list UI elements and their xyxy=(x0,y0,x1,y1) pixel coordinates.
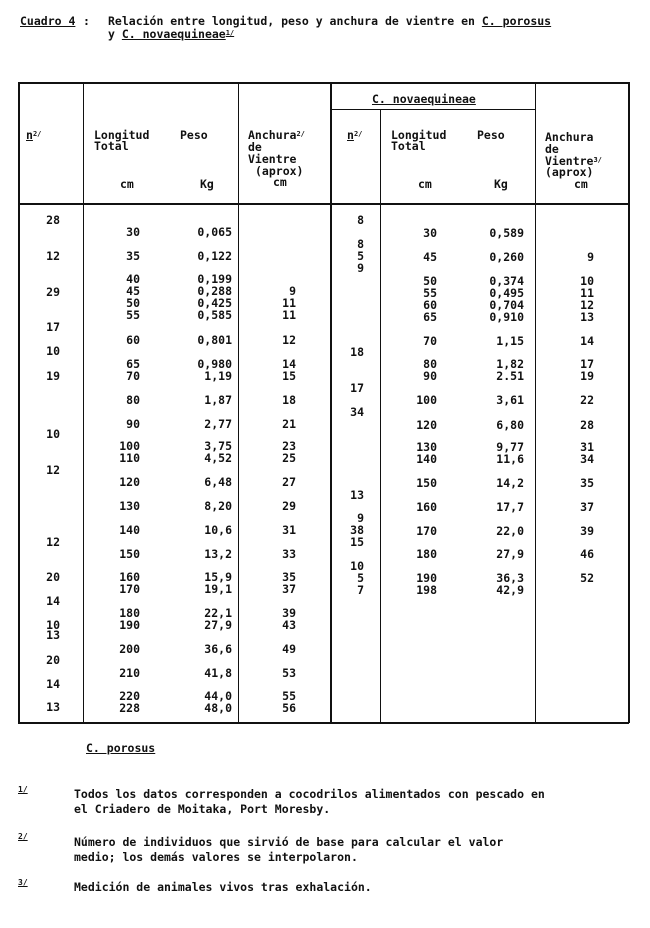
left-longitud-cell: 100 xyxy=(119,439,140,453)
caption-line2 xyxy=(108,28,234,40)
right-anchura-cell: 31 xyxy=(580,440,594,454)
right-n-cell: 9 xyxy=(357,261,364,275)
header-total-left: Total xyxy=(94,139,129,153)
left-longitud-cell: 120 xyxy=(119,475,140,489)
right-anchura-cell: 37 xyxy=(580,500,594,514)
left-anchura-cell: 11 xyxy=(282,308,296,322)
left-anchura-cell: 25 xyxy=(282,451,296,465)
left-peso-cell: 6,48 xyxy=(204,475,232,489)
left-peso-cell: 0,980 xyxy=(197,357,232,371)
right-longitud-cell: 150 xyxy=(416,476,437,490)
right-n-cell: 38 xyxy=(350,523,364,537)
right-peso-cell: 0,704 xyxy=(489,298,524,312)
left-anchura-cell: 56 xyxy=(282,701,296,715)
left-peso-cell: 27,9 xyxy=(204,618,232,632)
right-n-cell: 9 xyxy=(357,511,364,525)
left-n-cell: 12 xyxy=(46,463,60,477)
right-peso-cell: 3,61 xyxy=(496,393,524,407)
header-cm-anchura-left: cm xyxy=(273,175,287,189)
left-n-cell: 13 xyxy=(46,700,60,714)
left-longitud-cell: 70 xyxy=(126,369,140,383)
left-n-cell: 14 xyxy=(46,677,60,691)
footnote-1-line2: el Criadero de Moitaka, Port Moresby. xyxy=(74,802,331,816)
left-peso-cell: 0,585 xyxy=(197,308,232,322)
right-anchura-cell: 9 xyxy=(587,250,594,264)
left-anchura-cell: 9 xyxy=(289,284,296,298)
left-anchura-cell: 39 xyxy=(282,606,296,620)
left-longitud-cell: 55 xyxy=(126,308,140,322)
left-longitud-cell: 50 xyxy=(126,296,140,310)
left-longitud-cell: 80 xyxy=(126,393,140,407)
left-anchura-cell: 33 xyxy=(282,547,296,561)
caption-species-novaequineae: C. novaequineae xyxy=(121,27,226,41)
caption-note: 1/ xyxy=(225,29,235,37)
left-peso-cell: 44,0 xyxy=(204,689,232,703)
right-n-cell: 17 xyxy=(350,381,364,395)
right-longitud-cell: 120 xyxy=(416,418,437,432)
header-kg-right: Kg xyxy=(494,177,508,191)
right-n-cell: 18 xyxy=(350,345,364,359)
group-header-porosus: C. porosus xyxy=(86,741,156,755)
left-peso-cell: 3,75 xyxy=(204,439,232,453)
header-anchura-left: Anchura$^{2/}$ xyxy=(248,128,305,142)
footnote-2-line2: medio; los demás valores se interpolaron. xyxy=(74,850,358,864)
right-longitud-cell: 160 xyxy=(416,500,437,514)
left-peso-cell: 36,6 xyxy=(204,642,232,656)
header-peso-right: Peso xyxy=(477,128,505,142)
header-cm-anchura-right: cm xyxy=(574,177,588,191)
header-kg-left: Kg xyxy=(200,177,214,191)
left-peso-cell: 13,2 xyxy=(204,547,232,561)
right-longitud-cell: 80 xyxy=(423,357,437,371)
left-longitud-cell: 60 xyxy=(126,333,140,347)
left-longitud-cell: 130 xyxy=(119,499,140,513)
group-header-novaequineae: C. novaequineae xyxy=(372,92,476,106)
footnote-mark-2: 2/ xyxy=(18,832,28,841)
right-peso-cell: 6,80 xyxy=(496,418,524,432)
footnote-mark-1: 1/ xyxy=(18,785,28,794)
header-total-right: Total xyxy=(391,139,426,153)
left-peso-cell: 2,77 xyxy=(204,417,232,431)
left-anchura-cell: 18 xyxy=(282,393,296,407)
right-peso-cell: 1,82 xyxy=(496,357,524,371)
right-longitud-cell: 45 xyxy=(423,250,437,264)
footnote-2-line1: Número de individuos que sirvió de base para calcular el valor xyxy=(74,835,504,849)
left-peso-cell: 8,20 xyxy=(204,499,232,513)
caption-species-porosus: C. porosus xyxy=(481,14,552,28)
right-n-cell: 15 xyxy=(350,535,364,549)
footnote-3-line1: Medición de animales vivos tras exhalación. xyxy=(74,880,372,894)
left-longitud-cell: 210 xyxy=(119,666,140,680)
right-peso-cell: 0,495 xyxy=(489,286,524,300)
left-anchura-cell: 27 xyxy=(282,475,296,489)
left-longitud-cell: 45 xyxy=(126,284,140,298)
right-peso-cell: 0,910 xyxy=(489,310,524,324)
right-longitud-cell: 170 xyxy=(416,524,437,538)
right-peso-cell: 2.51 xyxy=(496,369,524,383)
right-anchura-cell: 52 xyxy=(580,571,594,585)
header-aprox-right: (aprox) xyxy=(545,165,594,179)
right-peso-cell: 0,374 xyxy=(489,274,524,288)
right-longitud-cell: 50 xyxy=(423,274,437,288)
left-n-cell: 20 xyxy=(46,653,60,667)
right-longitud-cell: 30 xyxy=(423,226,437,240)
left-n-cell: 20 xyxy=(46,570,60,584)
right-anchura-cell: 13 xyxy=(580,310,594,324)
left-longitud-cell: 228 xyxy=(119,701,140,715)
left-anchura-cell: 29 xyxy=(282,499,296,513)
right-anchura-cell: 14 xyxy=(580,334,594,348)
header-n-right: $n^{2/}$ xyxy=(347,128,363,142)
right-longitud-cell: 180 xyxy=(416,547,437,561)
right-longitud-cell: 130 xyxy=(416,440,437,454)
left-peso-cell: 0,199 xyxy=(197,272,232,286)
left-anchura-cell: 11 xyxy=(282,296,296,310)
footnote-mark-3: 3/ xyxy=(18,878,28,887)
right-longitud-cell: 55 xyxy=(423,286,437,300)
right-peso-cell: 0,260 xyxy=(489,250,524,264)
right-peso-cell: 14,2 xyxy=(496,476,524,490)
right-anchura-cell: 19 xyxy=(580,369,594,383)
right-peso-cell: 42,9 xyxy=(496,583,524,597)
left-longitud-cell: 110 xyxy=(119,451,140,465)
footnote-1-line1: Todos los datos corresponden a cocodrilos alimentados con pescado en xyxy=(74,787,545,801)
right-peso-cell: 36,3 xyxy=(496,571,524,585)
left-longitud-cell: 170 xyxy=(119,582,140,596)
left-longitud-cell: 160 xyxy=(119,570,140,584)
right-n-cell: 5 xyxy=(357,571,364,585)
right-longitud-cell: 65 xyxy=(423,310,437,324)
left-anchura-cell: 12 xyxy=(282,333,296,347)
right-n-cell: 5 xyxy=(357,249,364,263)
left-longitud-cell: 30 xyxy=(126,225,140,239)
left-anchura-cell: 23 xyxy=(282,439,296,453)
left-anchura-cell: 31 xyxy=(282,523,296,537)
header-cm-right: cm xyxy=(418,177,432,191)
left-peso-cell: 1,19 xyxy=(204,369,232,383)
right-n-cell: 10 xyxy=(350,559,364,573)
caption-colon: : xyxy=(83,14,90,28)
right-longitud-cell: 100 xyxy=(416,393,437,407)
right-anchura-cell: 28 xyxy=(580,418,594,432)
header-vientre-right: Vientre$^{3/}$ xyxy=(545,154,602,168)
right-peso-cell: 1,15 xyxy=(496,334,524,348)
left-anchura-cell: 49 xyxy=(282,642,296,656)
right-longitud-cell: 190 xyxy=(416,571,437,585)
right-anchura-cell: 34 xyxy=(580,452,594,466)
left-longitud-cell: 200 xyxy=(119,642,140,656)
header-aprox-left: (aprox) xyxy=(255,164,304,178)
right-anchura-cell: 39 xyxy=(580,524,594,538)
header-longitud-right: Longitud xyxy=(391,128,447,142)
caption-text: Relación entre longitud, peso y anchura de vientre en xyxy=(108,14,482,28)
left-n-cell: 10 xyxy=(46,618,60,632)
left-n-cell: 29 xyxy=(46,285,60,299)
header-de-left: de xyxy=(248,140,262,154)
right-peso-cell: 17,7 xyxy=(496,500,524,514)
right-anchura-cell: 11 xyxy=(580,286,594,300)
right-longitud-cell: 90 xyxy=(423,369,437,383)
left-anchura-cell: 14 xyxy=(282,357,296,371)
right-peso-cell: 9,77 xyxy=(496,440,524,454)
header-peso-left: Peso xyxy=(180,128,208,142)
right-peso-cell: 27,9 xyxy=(496,547,524,561)
left-longitud-cell: 220 xyxy=(119,689,140,703)
left-longitud-cell: 150 xyxy=(119,547,140,561)
left-longitud-cell: 180 xyxy=(119,606,140,620)
header-longitud-left: Longitud xyxy=(94,128,150,142)
left-longitud-cell: 40 xyxy=(126,272,140,286)
left-anchura-cell: 35 xyxy=(282,570,296,584)
left-n-cell: 19 xyxy=(46,369,60,383)
right-n-cell: 13 xyxy=(350,488,364,502)
right-n-cell: 8 xyxy=(357,213,364,227)
left-n-cell: 10 xyxy=(46,344,60,358)
left-n-cell: 12 xyxy=(46,249,60,263)
left-n-cell: 12 xyxy=(46,535,60,549)
right-peso-cell: 11,6 xyxy=(496,452,524,466)
right-n-cell: 8 xyxy=(357,237,364,251)
left-peso-cell: 41,8 xyxy=(204,666,232,680)
left-peso-cell: 0,122 xyxy=(197,249,232,263)
right-longitud-cell: 60 xyxy=(423,298,437,312)
left-anchura-cell: 21 xyxy=(282,417,296,431)
caption-prefix: y xyxy=(108,27,122,41)
left-peso-cell: 0,801 xyxy=(197,333,232,347)
right-anchura-cell: 35 xyxy=(580,476,594,490)
left-longitud-cell: 35 xyxy=(126,249,140,263)
right-n-cell: 34 xyxy=(350,405,364,419)
left-n-cell: 13 xyxy=(46,628,60,642)
right-longitud-cell: 140 xyxy=(416,452,437,466)
header-n-left: $n^{2/}$ xyxy=(26,128,42,142)
right-longitud-cell: 70 xyxy=(423,334,437,348)
right-anchura-cell: 46 xyxy=(580,547,594,561)
header-anchura-right: Anchura xyxy=(545,130,594,144)
right-peso-cell: 0,589 xyxy=(489,226,524,240)
left-peso-cell: 48,0 xyxy=(204,701,232,715)
right-anchura-cell: 12 xyxy=(580,298,594,312)
left-peso-cell: 1,87 xyxy=(204,393,232,407)
left-peso-cell: 0,288 xyxy=(197,284,232,298)
right-n-cell: 7 xyxy=(357,583,364,597)
left-longitud-cell: 90 xyxy=(126,417,140,431)
right-anchura-cell: 22 xyxy=(580,393,594,407)
left-n-cell: 17 xyxy=(46,320,60,334)
left-peso-cell: 15,9 xyxy=(204,570,232,584)
left-n-cell: 28 xyxy=(46,213,60,227)
left-anchura-cell: 55 xyxy=(282,689,296,703)
right-longitud-cell: 198 xyxy=(416,583,437,597)
left-peso-cell: 0,425 xyxy=(197,296,232,310)
right-anchura-cell: 10 xyxy=(580,274,594,288)
right-peso-cell: 22,0 xyxy=(496,524,524,538)
header-vientre-left: Vientre xyxy=(248,152,297,166)
left-longitud-cell: 65 xyxy=(126,357,140,371)
left-peso-cell: 10,6 xyxy=(204,523,232,537)
left-peso-cell: 4,52 xyxy=(204,451,232,465)
left-n-cell: 10 xyxy=(46,427,60,441)
caption-label: Cuadro 4 xyxy=(20,14,76,28)
header-de-right: de xyxy=(545,142,559,156)
left-anchura-cell: 53 xyxy=(282,666,296,680)
left-anchura-cell: 43 xyxy=(282,618,296,632)
left-longitud-cell: 190 xyxy=(119,618,140,632)
left-peso-cell: 19,1 xyxy=(204,582,232,596)
left-n-cell: 14 xyxy=(46,594,60,608)
caption-line1 xyxy=(108,15,551,27)
header-cm-left: cm xyxy=(120,177,134,191)
left-longitud-cell: 140 xyxy=(119,523,140,537)
left-anchura-cell: 15 xyxy=(282,369,296,383)
left-anchura-cell: 37 xyxy=(282,582,296,596)
right-anchura-cell: 17 xyxy=(580,357,594,371)
left-peso-cell: 0,065 xyxy=(197,225,232,239)
left-peso-cell: 22,1 xyxy=(204,606,232,620)
